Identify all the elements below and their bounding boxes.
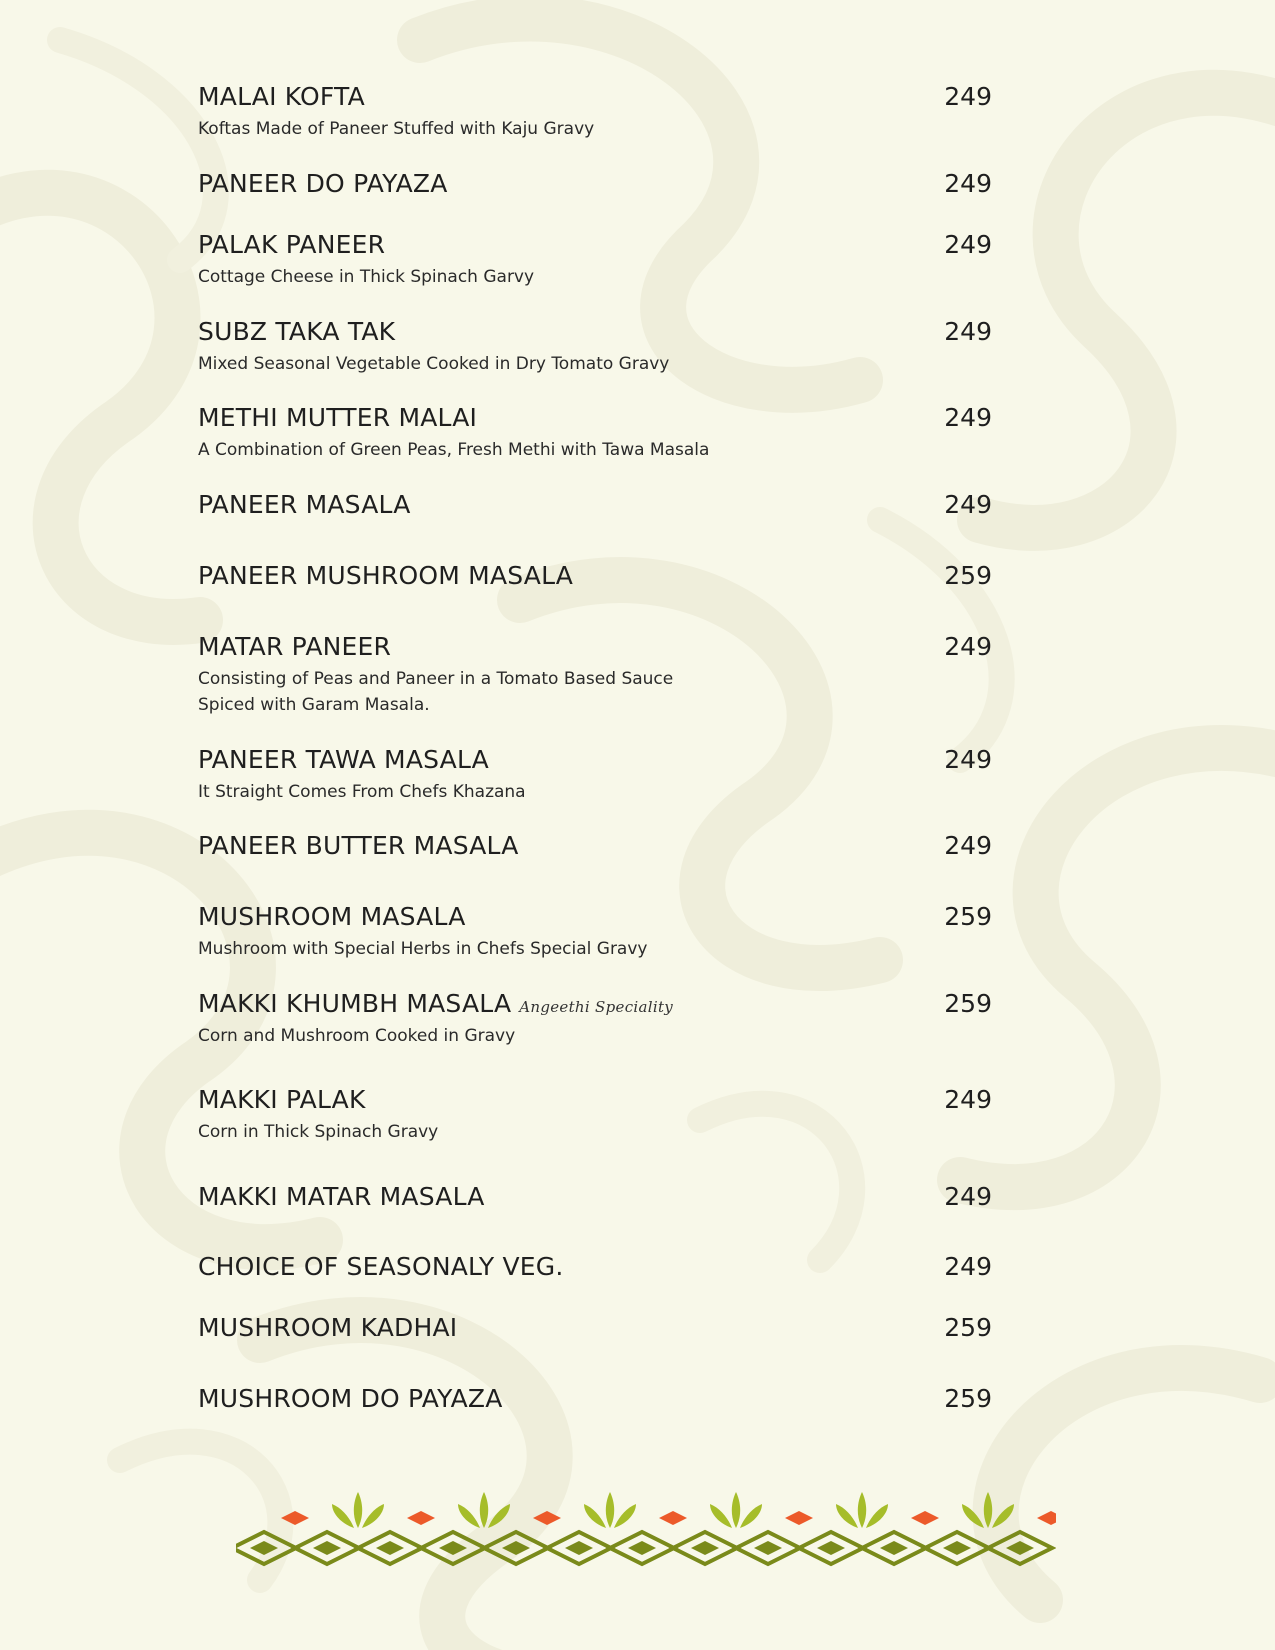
ornament-diamond-fill bbox=[880, 1541, 908, 1555]
item-price: 259 bbox=[944, 1313, 992, 1342]
item-description: Corn in Thick Spinach Gravy bbox=[198, 1122, 439, 1142]
ornament-leaf-sprig bbox=[962, 1492, 1014, 1528]
ornament-leaf-sprig bbox=[836, 1492, 888, 1528]
item-name: PANEER MASALA bbox=[198, 490, 411, 519]
item-name: PANEER DO PAYAZA bbox=[198, 169, 448, 198]
ornament-diamond-fill bbox=[376, 1541, 404, 1555]
item-price: 249 bbox=[944, 1252, 992, 1281]
item-description: Corn and Mushroom Cooked in Gravy bbox=[198, 1026, 516, 1046]
item-description: It Straight Comes From Chefs Khazana bbox=[198, 782, 526, 802]
ornament-leaf-sprig bbox=[710, 1492, 762, 1528]
item-description: Cottage Cheese in Thick Spinach Garvy bbox=[198, 267, 535, 287]
item-name: MUSHROOM DO PAYAZA bbox=[198, 1384, 503, 1413]
ornament-orange-diamond bbox=[533, 1511, 561, 1525]
ornament-diamond-fill bbox=[502, 1541, 530, 1555]
item-price: 249 bbox=[944, 1085, 992, 1114]
item-name: MAKKI PALAK bbox=[198, 1085, 366, 1114]
ornament-orange-diamond bbox=[911, 1511, 939, 1525]
item-price: 249 bbox=[944, 831, 992, 860]
item-name: MUSHROOM KADHAI bbox=[198, 1313, 458, 1342]
ornament-orange-diamond bbox=[281, 1511, 309, 1525]
item-price: 249 bbox=[944, 490, 992, 519]
ornament-diamond-fill bbox=[1006, 1541, 1034, 1555]
ornament-diamond-fill bbox=[754, 1541, 782, 1555]
ornament-leaf-sprig bbox=[458, 1492, 510, 1528]
specialty-tag: Angeethi Speciality bbox=[519, 998, 674, 1016]
item-description: Consisting of Peas and Paneer in a Tomato Based Sauce Spiced with Garam Masala. bbox=[198, 669, 674, 715]
ornament-diamond-fill bbox=[943, 1541, 971, 1555]
item-name bbox=[198, 989, 673, 1022]
item-name: MATAR PANEER bbox=[198, 632, 392, 661]
item-name: SUBZ TAKA TAK bbox=[198, 317, 396, 346]
ornament-leaf-sprig bbox=[584, 1492, 636, 1528]
item-price: 249 bbox=[944, 169, 992, 198]
ornament-diamond-fill bbox=[565, 1541, 593, 1555]
item-price: 249 bbox=[944, 230, 992, 259]
item-name: MALAI KOFTA bbox=[198, 82, 365, 111]
item-price: 259 bbox=[944, 561, 992, 590]
ornament-diamond-fill bbox=[691, 1541, 719, 1555]
item-description: A Combination of Green Peas, Fresh Methi with Tawa Masala bbox=[198, 440, 710, 460]
item-price: 259 bbox=[944, 1384, 992, 1413]
ornament-diamond-fill bbox=[628, 1541, 656, 1555]
item-description: Koftas Made of Paneer Stuffed with Kaju Gravy bbox=[198, 119, 595, 139]
item-name: PANEER MUSHROOM MASALA bbox=[198, 561, 574, 590]
item-name: PALAK PANEER bbox=[198, 230, 386, 259]
ornament-diamond-fill bbox=[439, 1541, 467, 1555]
item-price: 259 bbox=[944, 902, 992, 931]
item-price: 249 bbox=[944, 82, 992, 111]
ornament-orange-diamond bbox=[659, 1511, 687, 1525]
item-name-text: MAKKI KHUMBH MASALA bbox=[198, 989, 512, 1018]
item-price: 249 bbox=[944, 632, 992, 661]
item-description: Mushroom with Special Herbs in Chefs Special Gravy bbox=[198, 939, 648, 959]
item-name: CHOICE OF SEASONALY VEG. bbox=[198, 1252, 564, 1281]
item-name: MAKKI MATAR MASALA bbox=[198, 1182, 485, 1211]
item-price: 249 bbox=[944, 317, 992, 346]
ornament-orange-diamond bbox=[1037, 1511, 1056, 1525]
item-price: 259 bbox=[944, 989, 992, 1018]
ornament-diamond-fill bbox=[250, 1541, 278, 1555]
item-description: Mixed Seasonal Vegetable Cooked in Dry Tomato Gravy bbox=[198, 354, 670, 374]
ornament-orange-diamond bbox=[785, 1511, 813, 1525]
item-price: 249 bbox=[944, 403, 992, 432]
item-price: 249 bbox=[944, 745, 992, 774]
decorative-border-ornament bbox=[236, 1488, 1056, 1568]
ornament-leaf-sprig bbox=[332, 1492, 384, 1528]
item-name: PANEER TAWA MASALA bbox=[198, 745, 489, 774]
ornament-diamond-fill bbox=[313, 1541, 341, 1555]
item-price: 249 bbox=[944, 1182, 992, 1211]
ornament-orange-diamond bbox=[407, 1511, 435, 1525]
item-name: PANEER BUTTER MASALA bbox=[198, 831, 519, 860]
item-name: MUSHROOM MASALA bbox=[198, 902, 466, 931]
ornament-diamond-fill bbox=[817, 1541, 845, 1555]
item-name: METHI MUTTER MALAI bbox=[198, 403, 478, 432]
